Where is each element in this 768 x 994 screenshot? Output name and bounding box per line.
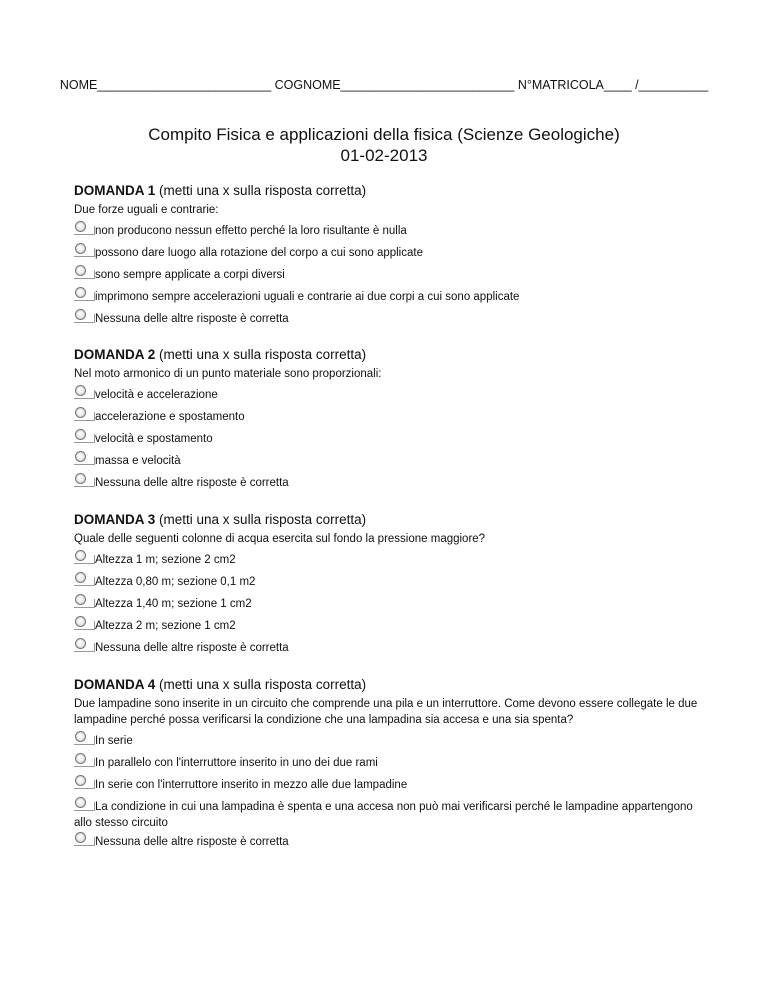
radio-button-icon[interactable] [74, 407, 94, 422]
answer-option[interactable] [74, 547, 714, 569]
answer-option[interactable] [74, 218, 714, 240]
answer-label: In serie con l'interruttore inserito in mezzo alle due lampadine [95, 779, 408, 791]
answer-option[interactable] [74, 829, 714, 851]
answer-option[interactable] [74, 772, 714, 794]
question-instruction: (metti una x sulla risposta corretta) [159, 677, 367, 692]
radio-button-icon[interactable] [74, 832, 94, 847]
answer-option[interactable] [74, 382, 714, 404]
answer-label: Altezza 1 m; sezione 2 cm2 [95, 554, 236, 566]
question-label: DOMANDA 4 [74, 677, 156, 692]
radio-button-icon[interactable] [74, 594, 94, 609]
question-instruction: (metti una x sulla risposta corretta) [159, 183, 367, 198]
radio-button-icon[interactable] [74, 572, 94, 587]
question-label: DOMANDA 1 [74, 183, 156, 198]
answer-label: Nessuna delle altre risposte è corretta [95, 313, 289, 325]
answer-label: Nessuna delle altre risposte è corretta [95, 642, 289, 654]
answer-option[interactable] [74, 470, 714, 492]
radio-button-icon[interactable] [74, 265, 94, 280]
radio-button-icon[interactable] [74, 753, 94, 768]
exam-date: 01-02-2013 [340, 146, 428, 165]
answer-option[interactable] [74, 635, 714, 657]
answer-label: non producono nessun effetto perché la loro risultante è nulla [95, 225, 407, 237]
answer-label: Nessuna delle altre risposte è corretta [95, 836, 289, 848]
question-header [74, 676, 714, 694]
radio-button-icon[interactable] [74, 451, 94, 466]
question-header [74, 511, 714, 529]
radio-button-icon[interactable] [74, 243, 94, 258]
answer-label: Altezza 1,40 m; sezione 1 cm2 [95, 598, 252, 610]
answer-option[interactable] [74, 284, 714, 306]
radio-button-icon[interactable] [74, 550, 94, 565]
radio-button-icon[interactable] [74, 638, 94, 653]
answer-option[interactable] [74, 262, 714, 284]
radio-button-icon[interactable] [74, 221, 94, 236]
question-text: Quale delle seguenti colonne di acqua esercita sul fondo la pressione maggiore? [74, 533, 486, 545]
answer-option[interactable] [74, 240, 714, 262]
answer-option[interactable] [74, 404, 714, 426]
answer-label: Altezza 2 m; sezione 1 cm2 [95, 620, 236, 632]
question-4 [74, 676, 714, 851]
answer-option[interactable] [74, 306, 714, 328]
exam-title [0, 124, 768, 166]
radio-button-icon[interactable] [74, 775, 94, 790]
question-2 [74, 346, 714, 492]
radio-button-icon[interactable] [74, 309, 94, 324]
answer-option[interactable] [74, 750, 714, 772]
answer-label: accelerazione e spostamento [95, 411, 245, 423]
radio-button-icon[interactable] [74, 616, 94, 631]
answer-option[interactable] [74, 794, 714, 829]
answer-label: imprimono sempre accelerazioni uguali e contrarie ai due corpi a cui sono applicate [95, 291, 520, 303]
answer-option[interactable] [74, 728, 714, 750]
radio-button-icon[interactable] [74, 287, 94, 302]
answer-label: Altezza 0,80 m; sezione 0,1 m2 [95, 576, 256, 588]
question-text: Nel moto armonico di un punto materiale sono proporzionali: [74, 368, 382, 380]
radio-button-icon[interactable] [74, 731, 94, 746]
exam-title-text: Compito Fisica e applicazioni della fisica (Scienze Geologiche) [148, 125, 620, 144]
answer-label: velocità e accelerazione [95, 389, 218, 401]
answer-label: In parallelo con l'interruttore inserito in uno dei due rami [95, 757, 378, 769]
question-3 [74, 511, 714, 657]
radio-button-icon[interactable] [74, 473, 94, 488]
answer-label: possono dare luogo alla rotazione del corpo a cui sono applicate [95, 247, 423, 259]
answer-option[interactable] [74, 591, 714, 613]
radio-button-icon[interactable] [74, 429, 94, 444]
answer-option[interactable] [74, 613, 714, 635]
answer-label: sono sempre applicate a corpi diversi [95, 269, 285, 281]
answer-label: massa e velocità [95, 455, 181, 467]
answer-label: velocità e spostamento [95, 433, 213, 445]
question-text: Due forze uguali e contrarie: [74, 204, 219, 216]
question-text: Due lampadine sono inserite in un circuito che comprende una pila e un interruttore. Come devono essere collegate le due lampadine perché possa verificarsi la condizione che una lampadina sia accesa e una sia spenta? [74, 698, 698, 726]
student-info-line: NOME_________________________ COGNOME_________________________ N°MATRICOLA____ /__________ [59, 78, 709, 92]
answer-option[interactable] [74, 426, 714, 448]
answer-label: Nessuna delle altre risposte è corretta [95, 477, 289, 489]
question-header [74, 182, 714, 200]
radio-button-icon[interactable] [74, 385, 94, 400]
question-label: DOMANDA 3 [74, 512, 156, 527]
answer-label: In serie [95, 735, 133, 747]
answer-option[interactable] [74, 569, 714, 591]
answer-label: La condizione in cui una lampadina è spenta e una accesa non può mai verificarsi perché le lampadine appartengono allo stesso circuito [74, 801, 693, 829]
question-1 [74, 182, 714, 328]
question-label: DOMANDA 2 [74, 347, 156, 362]
question-instruction: (metti una x sulla risposta corretta) [159, 512, 367, 527]
answer-option[interactable] [74, 448, 714, 470]
question-instruction: (metti una x sulla risposta corretta) [159, 347, 367, 362]
question-header [74, 346, 714, 364]
